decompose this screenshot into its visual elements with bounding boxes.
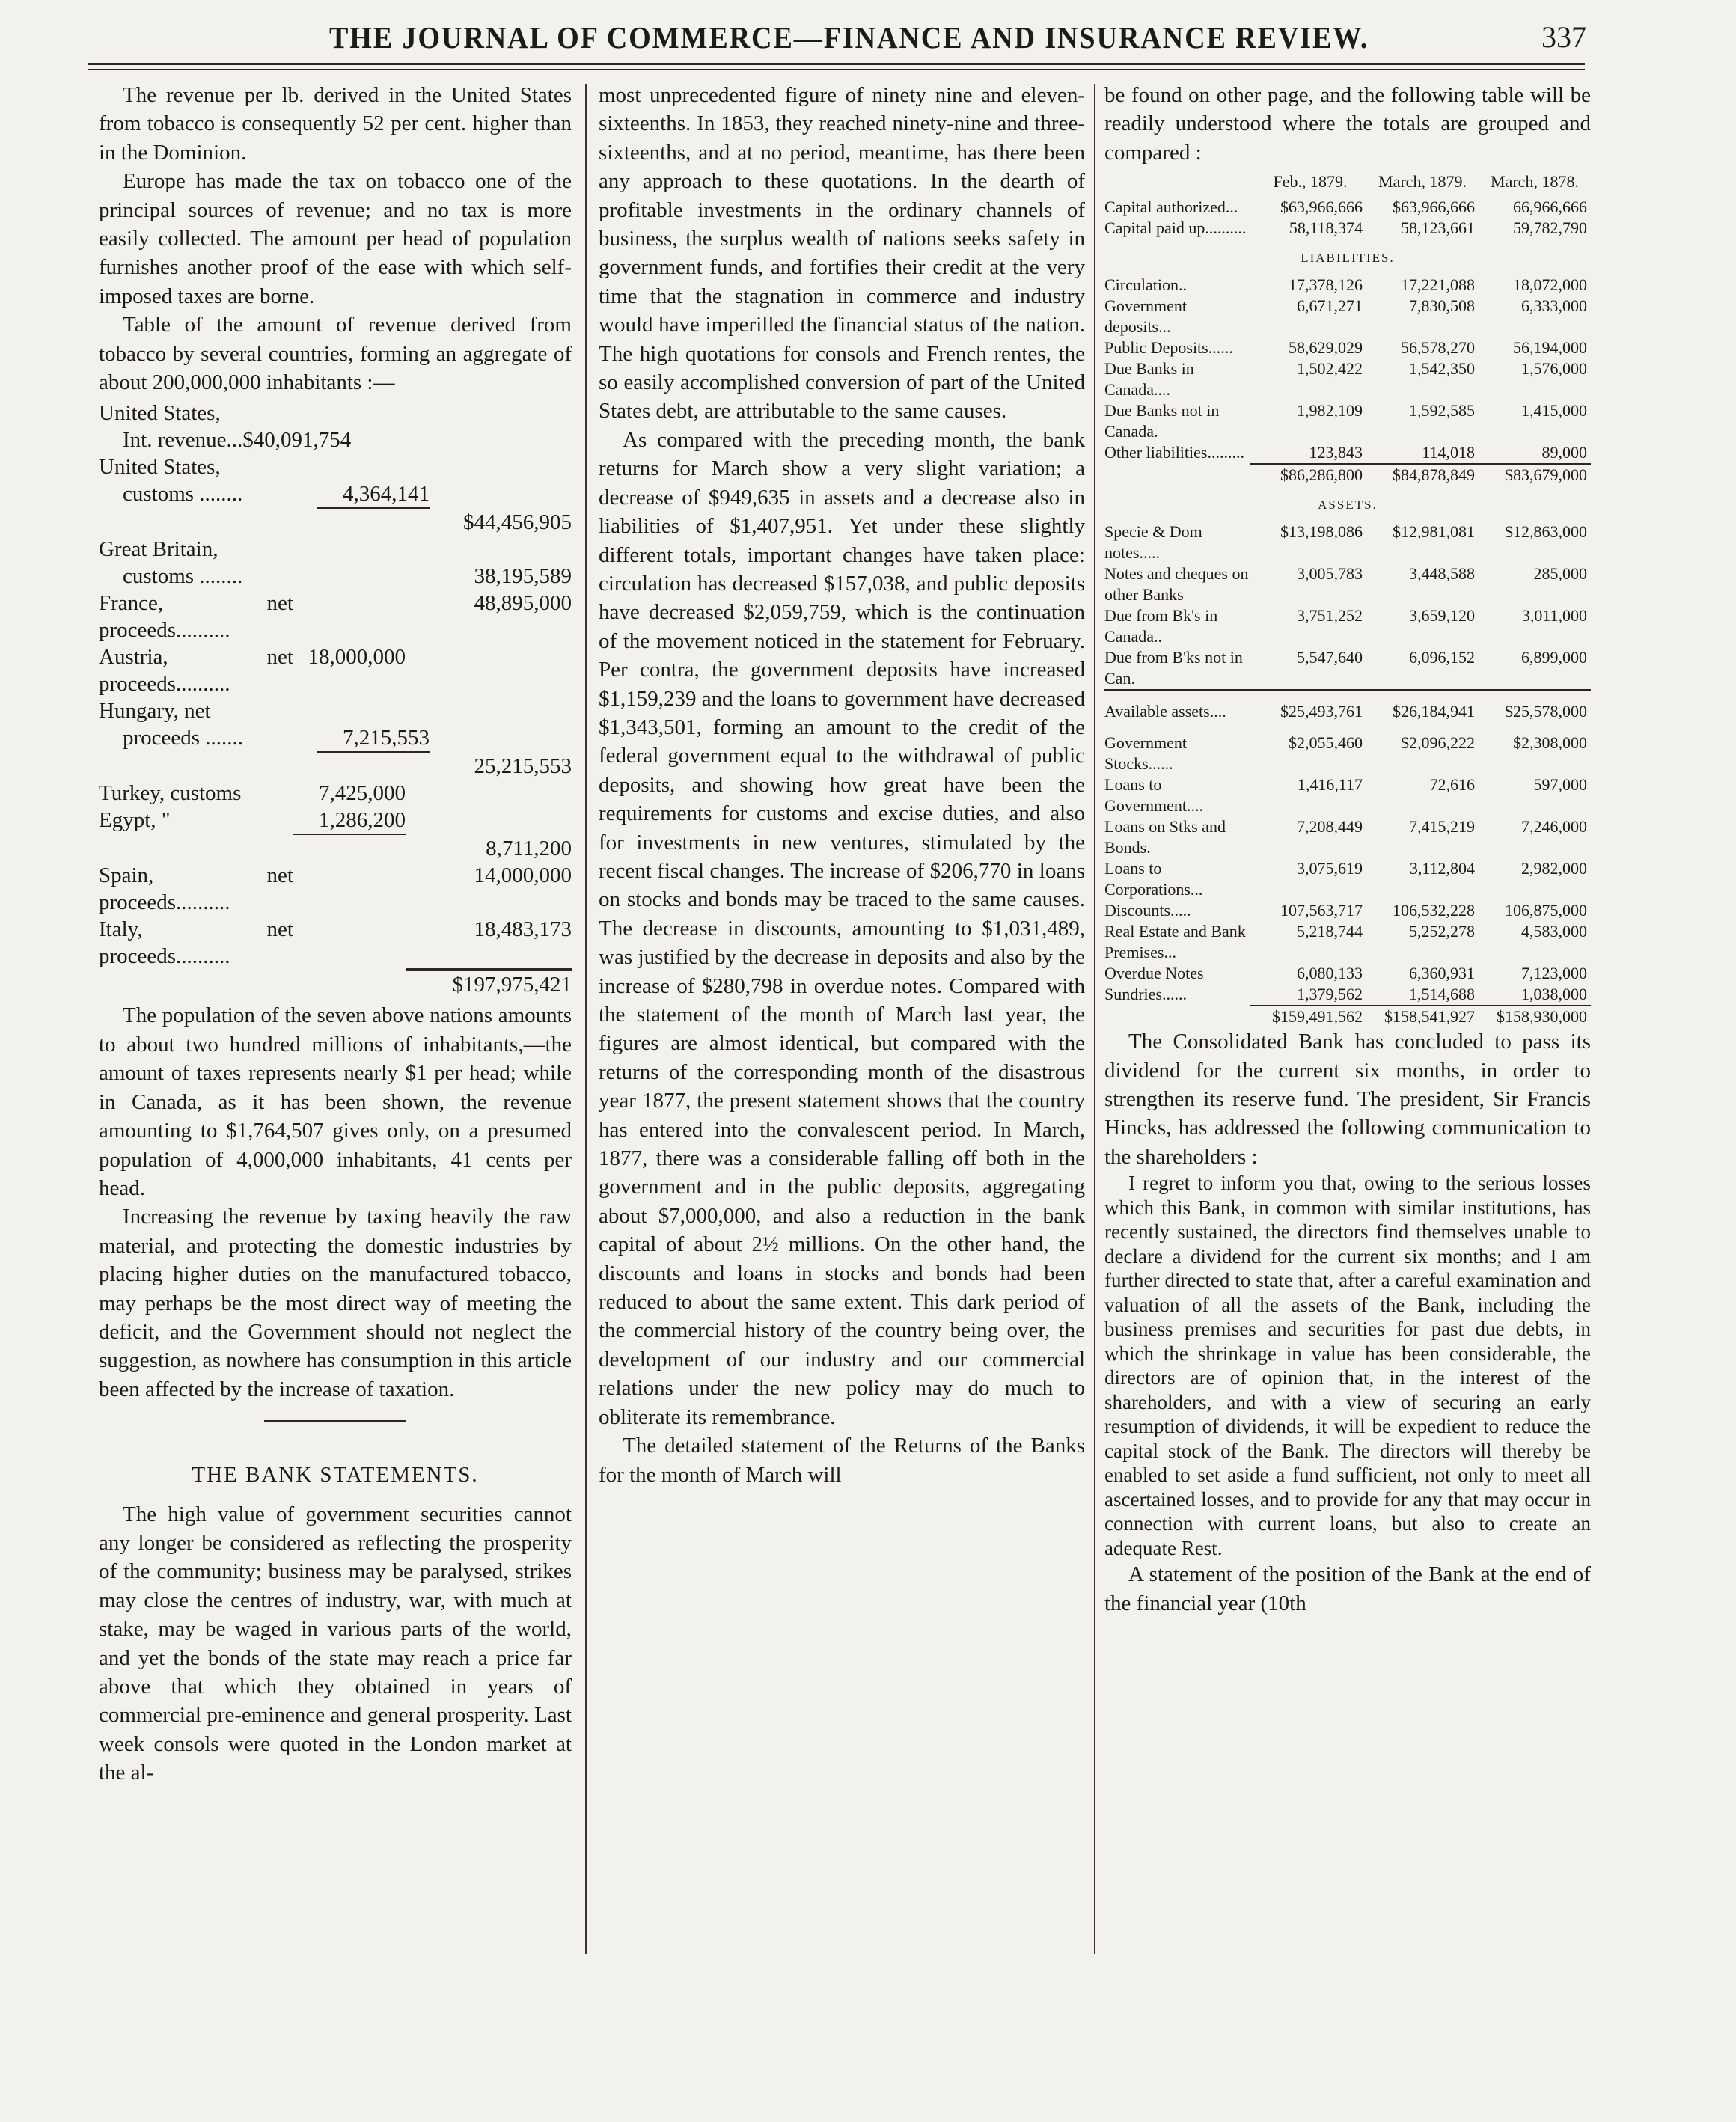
row-total [406,807,572,835]
row-value: 2,982,000 [1521,859,1587,878]
total-value: $158,541,927 [1384,1007,1475,1027]
table-row [1104,984,1591,1005]
row-total [406,536,572,563]
table-row [1104,900,1591,921]
row-value: 1,542,350 [1409,359,1475,379]
table-row [1104,774,1591,816]
bank-returns-table [1104,171,1591,1027]
row-label [99,509,293,536]
table-row [1104,816,1591,858]
row-total [452,426,572,453]
row-value: 3,112,804 [1409,859,1475,878]
row-value: 1,379,562 [1297,985,1363,1004]
row-label: Austria, net proceeds.......... [99,645,293,697]
total-row [1250,1005,1591,1027]
table-row [1104,605,1591,647]
row-value [293,400,406,426]
row-value: 7,415,219 [1409,817,1475,837]
table-row [1104,733,1591,774]
row-value [293,590,406,643]
paragraph: A statement of the position of the Bank at the end of the financial year (10th [1104,1562,1591,1615]
page-number: 337 [1541,20,1586,54]
paragraph: Increasing the revenue by taxing heavily the raw material, and protecting the domestic industries by placing higher duties on the manufactured tobacco, may perhaps be the most direct way of meeting the deficit, and the Government should not neglect the suggestion, as nowhere has consumption in this article been affected by the increase of taxation. [99,1205,572,1401]
row-value: $63,966,666 [1280,198,1363,217]
table-row [99,807,572,835]
table-row [1104,275,1591,296]
row-value: $12,981,081 [1393,522,1475,542]
row-label [99,970,293,998]
column-header: March, 1879. [1378,172,1467,192]
row-value: 1,415,000 [1521,401,1587,421]
section-label: ASSETS. [1318,498,1378,513]
row-value: $13,198,086 [1280,522,1363,542]
row-label: Loans on Stks and Bonds. [1104,817,1226,857]
row-label: Notes and cheques on other Banks [1104,564,1249,605]
row-label: Great Britain, [99,537,218,562]
total-value: $159,491,562 [1272,1007,1363,1027]
table-row [99,480,572,509]
row-label: customs ........ [123,564,243,589]
paragraph: Table of the amount of revenue derived from tobacco by several countries, forming an aggregate of about 200,000,000 inhabitants :— [99,313,572,395]
row-value: 7,215,553 [317,724,430,753]
row-label: Italy, net proceeds.......... [99,917,293,969]
row-value [293,697,406,724]
row-label: Government deposits... [1104,296,1187,337]
table-row [99,753,572,780]
total-value: $158,930,000 [1497,1007,1587,1027]
row-label: Due from B'ks not in Can. [1104,648,1243,688]
table-row [1104,647,1591,689]
section-heading: THE BANK STATEMENTS. [192,1463,479,1487]
paragraph: The Consolidated Bank has concluded to pass its dividend for the current six months, in order to strengthen its reserve fund. The president, Sir Francis Hincks, has addressed the following communication to the shareholders : [1104,1030,1591,1169]
row-value: 106,532,228 [1393,901,1475,920]
total-value: $86,286,800 [1280,465,1363,485]
row-value: 1,416,117 [1297,775,1363,795]
paragraph: Europe has made the tax on tobacco one of the principal sources of revenue; and no tax is more easily collected. The amount per head of population furnishes another proof of the ease with which self-imposed taxes are borne. [99,169,572,308]
paragraph: be found on other page, and the following table will be readily understood where the totals are grouped and compared : [1104,83,1591,165]
row-total: $197,975,421 [406,970,572,998]
row-total [430,724,572,753]
row-value: 17,221,088 [1401,275,1475,295]
table-row [1104,296,1591,337]
row-label: Available assets.... [1104,702,1226,721]
row-label: Int. revenue...$40,091,754 [123,428,352,453]
table-row [1104,197,1591,218]
table-row [99,453,572,480]
page-header [75,16,1586,69]
row-label: proceeds ....... [123,726,244,750]
row-value: $2,096,222 [1401,733,1475,753]
row-value: 3,751,252 [1297,606,1363,626]
table-row [1104,358,1591,400]
column-header: Feb., 1879. [1273,172,1348,192]
row-value: 4,364,141 [317,480,430,509]
row-label [99,753,293,780]
paragraph: The detailed statement of the Returns of the Banks for the month of March will [599,1434,1085,1487]
column-divider-1 [585,84,587,1954]
table-row [1104,400,1591,442]
paragraph: most unprecedented figure of ninety nine and eleven-sixteenths. In 1853, they reached ninety-nine and three-sixteenths, and at no period, meantime, has there been any approach to these quotations. In the dearth of profitable investments in the ordinary channels of business, the surplus wealth of nations seeks safety in government funds, and fortifies their credit at the very time that the stagnation in commerce and industry would have imperilled the financial status of the nation. The high quotations for consols and French rentes, the so easily accomplished conversion of part of the United States debt, are attributable to the same causes. [599,83,1085,424]
row-label: Loans to Corporations... [1104,859,1203,899]
total-row [1250,463,1591,486]
row-total [406,400,572,426]
table-row [99,970,572,998]
row-value: 1,514,688 [1409,985,1475,1004]
total-value: $83,679,000 [1505,465,1587,485]
row-value [293,835,406,862]
table-row [1104,563,1591,605]
row-value: 1,982,109 [1297,401,1363,421]
row-total [406,453,572,480]
row-total [406,780,572,807]
row-value [293,536,406,563]
row-label: Due Banks in Canada.... [1104,359,1194,400]
table-row [99,400,572,426]
row-label: Other liabilities......... [1104,443,1244,462]
row-value: 6,899,000 [1521,648,1587,667]
row-value: 5,547,640 [1297,648,1363,667]
row-value: 1,038,000 [1521,985,1587,1004]
row-value: 6,080,133 [1297,964,1363,983]
row-total: 48,895,000 [474,591,572,616]
row-value: 7,830,508 [1409,296,1475,316]
row-value [293,916,406,970]
row-value: 6,360,931 [1409,964,1475,983]
row-label: Discounts..... [1104,901,1191,920]
row-value: 3,005,783 [1297,564,1363,584]
row-value: $25,578,000 [1505,702,1587,721]
row-total: $44,456,905 [463,510,572,535]
table-row [1104,858,1591,900]
table-row [1104,689,1591,722]
row-label: Capital authorized... [1104,198,1238,217]
row-value: 7,123,000 [1521,964,1587,983]
row-label: customs ........ [123,482,243,507]
row-value: 17,378,126 [1289,275,1363,295]
row-value: 1,576,000 [1521,359,1587,379]
row-value: 106,875,000 [1505,901,1587,920]
table-row [99,835,572,862]
row-label: Spain, net proceeds.......... [99,863,293,915]
tobacco-revenue-table [99,400,572,998]
row-label: Hungary, net [99,699,211,724]
row-total: 38,195,589 [474,564,572,589]
row-label: Loans to Government.... [1104,775,1203,816]
spacer [1104,722,1591,733]
row-value: $2,055,460 [1289,733,1363,753]
column-header: March, 1878. [1491,172,1579,192]
row-label: Government Stocks...... [1104,733,1187,774]
row-label: United States, [99,455,221,480]
row-label: France, net proceeds.......... [99,591,293,643]
row-value: 3,075,619 [1297,859,1363,878]
row-value: $26,184,941 [1393,702,1475,721]
row-label: Due from Bk's in Canada.. [1104,606,1218,646]
row-value: 114,018 [1422,443,1475,462]
row-total [406,697,572,724]
row-value: 6,096,152 [1409,648,1475,667]
row-value: 58,118,374 [1289,218,1363,238]
row-total: 25,215,553 [474,754,572,779]
header-rule-thin [88,69,1585,70]
table-row [99,724,572,753]
row-value: 56,194,000 [1513,338,1587,358]
row-value: $63,966,666 [1393,198,1475,217]
column-2 [599,81,1085,1489]
row-value [293,453,406,480]
row-label: Turkey, customs [99,781,242,806]
row-label: Real Estate and Bank Premises... [1104,922,1246,962]
row-label: Sundries...... [1104,985,1187,1004]
table-row [99,780,572,807]
row-value: 1,502,422 [1297,359,1363,379]
row-value: 89,000 [1541,443,1587,462]
row-value: 123,843 [1309,443,1363,462]
table-header [1104,171,1591,192]
paragraph: The population of the seven above nations amounts to about two hundred millions of inhabitants,—the amount of taxes represents nearly $1 per head; while in Canada, as it has been shown, the revenue amounting to $1,764,507 gives only, on a presumed population of 4,000,000 inhabitants, 41 cents per head. [99,1003,572,1200]
row-label: Capital paid up.......... [1104,218,1247,238]
paragraph: The high value of government securities cannot any longer be considered as reflecting the prosperity of the community; business may be paralysed, strikes may close the centres of industry, war, with much at stake, may be waged in various parts of the world, and yet the bonds of the state may reach a price far above that which they obtained in years of commercial pre-eminence and general prosperity. Last week consols were quoted in the London market at the al- [99,1502,572,1785]
row-total: 14,000,000 [474,863,572,888]
row-label: Due Banks not in Canada. [1104,401,1220,441]
row-value: 7,425,000 [319,781,406,806]
column-1 [99,81,572,1788]
row-label: Circulation.. [1104,275,1187,295]
row-value: 285,000 [1533,564,1587,584]
row-value [317,563,430,590]
row-value: 18,072,000 [1513,275,1587,295]
column-3 [1104,81,1591,1618]
table-row [99,509,572,536]
header-rule [88,63,1585,65]
row-value: 58,123,661 [1401,218,1475,238]
table-row [99,563,572,590]
row-total: 18,483,173 [406,916,572,970]
row-value: 1,592,585 [1409,401,1475,421]
row-value [293,753,406,780]
table-row [1104,963,1591,984]
table-row [99,590,572,643]
row-value: 18,000,000 [308,645,406,670]
row-value: 58,629,029 [1289,338,1363,358]
table-row [99,862,572,916]
row-value: 3,448,588 [1409,564,1475,584]
row-value [293,862,406,916]
row-value: 56,578,270 [1401,338,1475,358]
paragraph: The revenue per lb. derived in the United States from tobacco is consequently 52 per cent. higher than in the Dominion. [99,83,572,165]
row-label: Overdue Notes [1104,964,1204,983]
quoted-letter: I regret to inform you that, owing to the serious losses which this Bank, in common with similar institutions, has recently sustained, the directors find themselves unable to declare a dividend for the current six months; and I am further directed to state that, after a careful examination and valuation of all the assets of the Bank, including the business premises and securities for past due debts, in which the shrinkage in value has been considerable, the directors are of opinion that, in the interest of the shareholders, and with a view of securing an early resumption of dividends, it will be expedient to reduce the capital stock of the Bank. The directors will thereby be enabled to set aside a fund sufficient, not only to meet all ascertained losses, and to provide for any that may occur in connection with current loans, but also to create an adequate Rest. [1104,1172,1591,1559]
row-value: 5,218,744 [1297,922,1363,941]
row-label: Specie & Dom notes..... [1104,522,1202,563]
row-value: 59,782,790 [1513,218,1587,238]
row-value: $2,308,000 [1513,733,1587,753]
row-total [406,643,572,697]
table-row [1104,442,1591,463]
table-row [99,426,572,453]
row-label: United States, [99,401,221,426]
section-rule [264,1420,406,1422]
row-label: Public Deposits...... [1104,338,1233,358]
row-value: 107,563,717 [1280,901,1363,920]
column-divider-2 [1094,84,1095,1954]
row-value: $12,863,000 [1505,522,1587,542]
row-value: 3,011,000 [1521,606,1587,626]
row-value [293,970,406,998]
row-value: 66,966,666 [1513,198,1587,217]
table-row [99,916,572,970]
total-value: $84,878,849 [1393,465,1475,485]
table-row [99,536,572,563]
row-value: 4,583,000 [1521,922,1587,941]
row-value: 7,246,000 [1521,817,1587,837]
row-value: 6,333,000 [1521,296,1587,316]
row-total: 8,711,200 [486,837,572,861]
row-value: $25,493,761 [1280,702,1363,721]
row-value: 7,208,449 [1297,817,1363,837]
table-row [99,643,572,697]
table-row [99,697,572,724]
row-total [430,480,572,509]
table-row [1104,921,1591,963]
table-row [1104,218,1591,239]
paragraph: As compared with the preceding month, the bank returns for March show a very slight variation; a decrease of $949,635 in assets and a decrease also in liabilities of $1,407,951. Yet under these slightly different totals, important changes have taken place: circulation has decreased $157,038, and public deposits have decreased $2,059,759, which is the continuation of the movement noticed in the statement for February. Per contra, the government deposits have increased $1,159,239 and the loans to government have decreased $1,343,501, forming an amount to the credit of the federal government equal to the withdrawal of public deposits, and showing how great have been the requirements for customs and excise duties, and also for investments in new ventures, stimulated by the recent fiscal changes. The increase of $206,770 in loans on stocks and bonds may be traced to the same causes. The decrease in discounts, amounting to $1,031,489, was justified by the decrease in deposits and also by the increase of $280,798 in overdue notes. Compared with the statement of the month of March last year, the figures are almost identical, but compared with the returns of the corresponding month of the disastrous year 1877, the present statement shows that the country has entered into the convalescent period. In March, 1877, there was a considerable falling off both in the government and in the public deposits, aggregating about $7,000,000, and also a reduction in the bank capital of about 2½ millions. On the other hand, the discounts and loans in stocks and bonds had been reduced to about the same extent. This dark period of the commercial history of the country being over, the development of our industry and our commercial relations under the new policy may do much to obliterate its remembrance. [599,427,1085,1429]
table-row [1104,337,1591,358]
row-value: 72,616 [1429,775,1475,795]
table-row [1104,522,1591,563]
row-value: 597,000 [1533,775,1587,795]
row-value: 5,252,278 [1409,922,1475,941]
journal-title: THE JOURNAL OF COMMERCE—FINANCE AND INSURANCE REVIEW. [329,20,1369,55]
row-value: 6,671,271 [1297,296,1363,316]
row-label [99,835,293,862]
row-label: Egypt, " [99,808,171,833]
row-value [293,509,406,536]
section-label: LIABILITIES. [1301,251,1395,266]
row-value: 1,286,200 [293,807,406,835]
row-value: 3,659,120 [1409,606,1475,626]
